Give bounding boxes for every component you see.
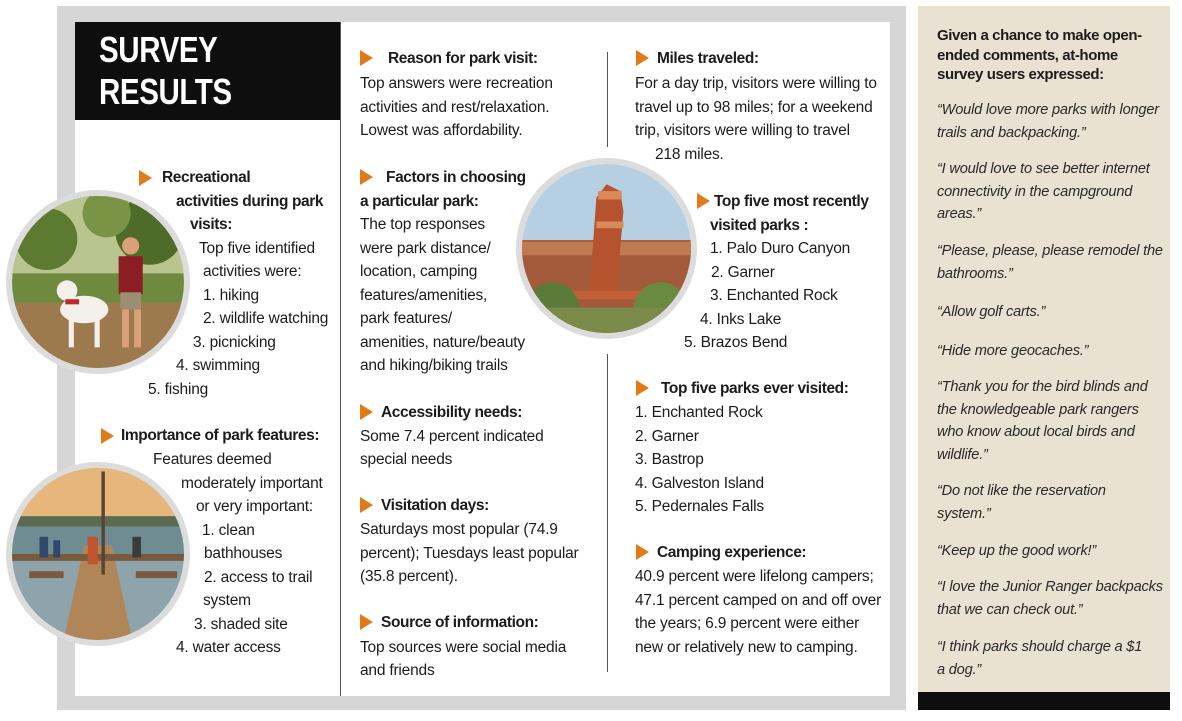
visitation-text: Saturdays most popular (74.9 bbox=[360, 521, 558, 538]
page-title: SURVEY RESULTS bbox=[99, 29, 232, 112]
recent-heading: visited parks : bbox=[710, 216, 809, 234]
recreational-text: Top five identified bbox=[199, 239, 315, 257]
accessibility-text: Some 7.4 percent indicated bbox=[360, 427, 544, 445]
features-text: system bbox=[203, 592, 251, 609]
reason-text: Lowest was affordability. bbox=[360, 122, 523, 139]
comments-footer-bar bbox=[918, 692, 1170, 710]
features-text: or very important: bbox=[196, 498, 313, 515]
recreational-heading: Recreational bbox=[162, 169, 251, 186]
comment-quote: “Allow golf carts.” bbox=[937, 304, 1046, 320]
factors-text: were park distance/ bbox=[360, 239, 491, 257]
comment-quote: “I think parks should charge a $1 bbox=[937, 639, 1143, 655]
camping-text: the years; 6.9 percent were either bbox=[635, 615, 860, 632]
bullet-arrow-icon bbox=[360, 497, 373, 513]
source-heading: Source of information: bbox=[381, 614, 539, 631]
comment-quote: “Keep up the good work!” bbox=[937, 543, 1097, 559]
miles-text: travel up to 98 miles; for a weekend bbox=[635, 98, 873, 116]
ever-text: 5. Pedernales Falls bbox=[635, 498, 764, 515]
comment-quote: “I love the Junior Ranger backpacks bbox=[937, 579, 1163, 595]
column-divider bbox=[340, 22, 341, 696]
miles-heading: Miles traveled: bbox=[657, 50, 759, 67]
features-text: moderately important bbox=[181, 474, 323, 492]
features-text: 1. clean bbox=[202, 521, 255, 539]
source-text: and friends bbox=[360, 662, 435, 679]
comment-quote: bathrooms.” bbox=[937, 265, 1013, 282]
ever-text: 2. Garner bbox=[635, 427, 699, 445]
comment-quote: a dog.” bbox=[937, 661, 982, 678]
comments-heading: ended comments, at-home bbox=[937, 46, 1118, 64]
recent-text: 1. Palo Duro Canyon bbox=[710, 240, 851, 257]
comment-quote: wildlife.” bbox=[937, 446, 988, 463]
recreational-text: 4. swimming bbox=[176, 357, 260, 374]
comment-quote: “Do not like the reservation bbox=[937, 483, 1106, 499]
miles-text: For a day trip, visitors were willing to bbox=[635, 75, 877, 92]
visitation-heading: Visitation days: bbox=[381, 497, 489, 514]
camping-heading: Camping experience: bbox=[657, 544, 807, 561]
bullet-arrow-icon bbox=[360, 614, 373, 630]
recent-text: 2. Garner bbox=[711, 263, 775, 281]
ever-text: 4. Galveston Island bbox=[635, 474, 764, 492]
factors-heading: Factors in choosing bbox=[386, 169, 526, 186]
bullet-arrow-icon bbox=[101, 428, 114, 444]
factors-text: and hiking/biking trails bbox=[360, 357, 508, 374]
recent-text: 4. Inks Lake bbox=[700, 310, 782, 328]
visitation-text: (35.8 percent). bbox=[360, 568, 458, 585]
bullet-arrow-icon bbox=[360, 50, 373, 66]
column-divider bbox=[607, 354, 608, 672]
miles-text: trip, visitors were willing to travel bbox=[635, 122, 850, 139]
comments-heading: survey users expressed: bbox=[937, 66, 1104, 83]
reason-text: Top answers were recreation bbox=[360, 75, 553, 92]
bullet-arrow-icon bbox=[697, 193, 710, 209]
bullet-arrow-icon bbox=[360, 404, 373, 420]
accessibility-text: special needs bbox=[360, 451, 453, 468]
photo-fishing-pier bbox=[6, 462, 190, 646]
comment-quote: that we can check out.” bbox=[937, 601, 1083, 618]
recent-heading: Top five most recently bbox=[714, 193, 869, 210]
bullet-arrow-icon bbox=[636, 380, 649, 396]
recreational-heading: activities during park bbox=[176, 192, 324, 210]
comment-quote: connectivity in the campground bbox=[937, 183, 1133, 200]
features-text: 3. shaded site bbox=[194, 615, 288, 633]
comment-quote: “Would love more parks with longer bbox=[937, 102, 1159, 118]
ever-text: 1. Enchanted Rock bbox=[635, 404, 763, 421]
miles-text: 218 miles. bbox=[655, 145, 724, 163]
visitation-text: percent); Tuesdays least popular bbox=[360, 544, 579, 562]
camping-text: 47.1 percent camped on and off over bbox=[635, 591, 882, 609]
reason-heading: Reason for park visit: bbox=[388, 50, 538, 67]
comment-quote: the knowledgeable park rangers bbox=[937, 401, 1139, 418]
comment-quote: system.” bbox=[937, 505, 991, 522]
features-text: bathhouses bbox=[204, 545, 283, 562]
features-heading: Importance of park features: bbox=[121, 427, 320, 444]
factors-text: The top responses bbox=[360, 216, 485, 233]
recent-text: 5. Brazos Bend bbox=[684, 334, 788, 351]
features-text: 2. access to trail bbox=[204, 568, 313, 586]
photo-hiker-with-dog bbox=[6, 190, 190, 374]
comment-quote: “I would love to see better internet bbox=[937, 161, 1150, 177]
bullet-arrow-icon bbox=[636, 544, 649, 560]
column-divider bbox=[607, 52, 608, 147]
comment-quote: who know about local birds and bbox=[937, 424, 1135, 440]
factors-text: features/amenities, bbox=[360, 286, 488, 304]
recreational-text: 2. wildlife watching bbox=[203, 310, 329, 327]
camping-text: 40.9 percent were lifelong campers; bbox=[635, 568, 874, 585]
photo-lighthouse-rock bbox=[516, 158, 697, 339]
factors-text: park features/ bbox=[360, 310, 452, 327]
recreational-text: 5. fishing bbox=[148, 380, 209, 398]
recreational-heading: visits: bbox=[190, 216, 232, 233]
features-text: 4. water access bbox=[176, 639, 281, 656]
ever-heading: Top five parks ever visited: bbox=[661, 380, 849, 397]
comment-quote: “Please, please, please remodel the bbox=[937, 243, 1163, 259]
comments-heading: Given a chance to make open- bbox=[937, 27, 1142, 44]
recreational-text: activities were: bbox=[203, 263, 302, 280]
ever-text: 3. Bastrop bbox=[635, 451, 704, 468]
bullet-arrow-icon bbox=[636, 50, 649, 66]
reason-text: activities and rest/relaxation. bbox=[360, 98, 550, 116]
factors-heading: a particular park: bbox=[360, 192, 479, 210]
factors-text: amenities, nature/beauty bbox=[360, 333, 525, 351]
accessibility-heading: Accessibility needs: bbox=[381, 404, 523, 421]
camping-text: new or relatively new to camping. bbox=[635, 638, 858, 656]
recent-text: 3. Enchanted Rock bbox=[710, 287, 838, 304]
bullet-arrow-icon bbox=[360, 169, 373, 185]
factors-text: location, camping bbox=[360, 263, 478, 280]
bullet-arrow-icon bbox=[139, 170, 152, 186]
comment-quote: “Thank you for the bird blinds and bbox=[937, 379, 1148, 395]
comment-quote: trails and backpacking.” bbox=[937, 124, 1086, 141]
title-banner bbox=[75, 22, 340, 120]
comment-quote: “Hide more geocaches.” bbox=[937, 343, 1089, 359]
source-text: Top sources were social media bbox=[360, 638, 567, 656]
recreational-text: 3. picnicking bbox=[193, 333, 276, 351]
features-text: Features deemed bbox=[153, 451, 272, 468]
recreational-text: 1. hiking bbox=[203, 286, 259, 304]
comment-quote: areas.” bbox=[937, 206, 982, 222]
